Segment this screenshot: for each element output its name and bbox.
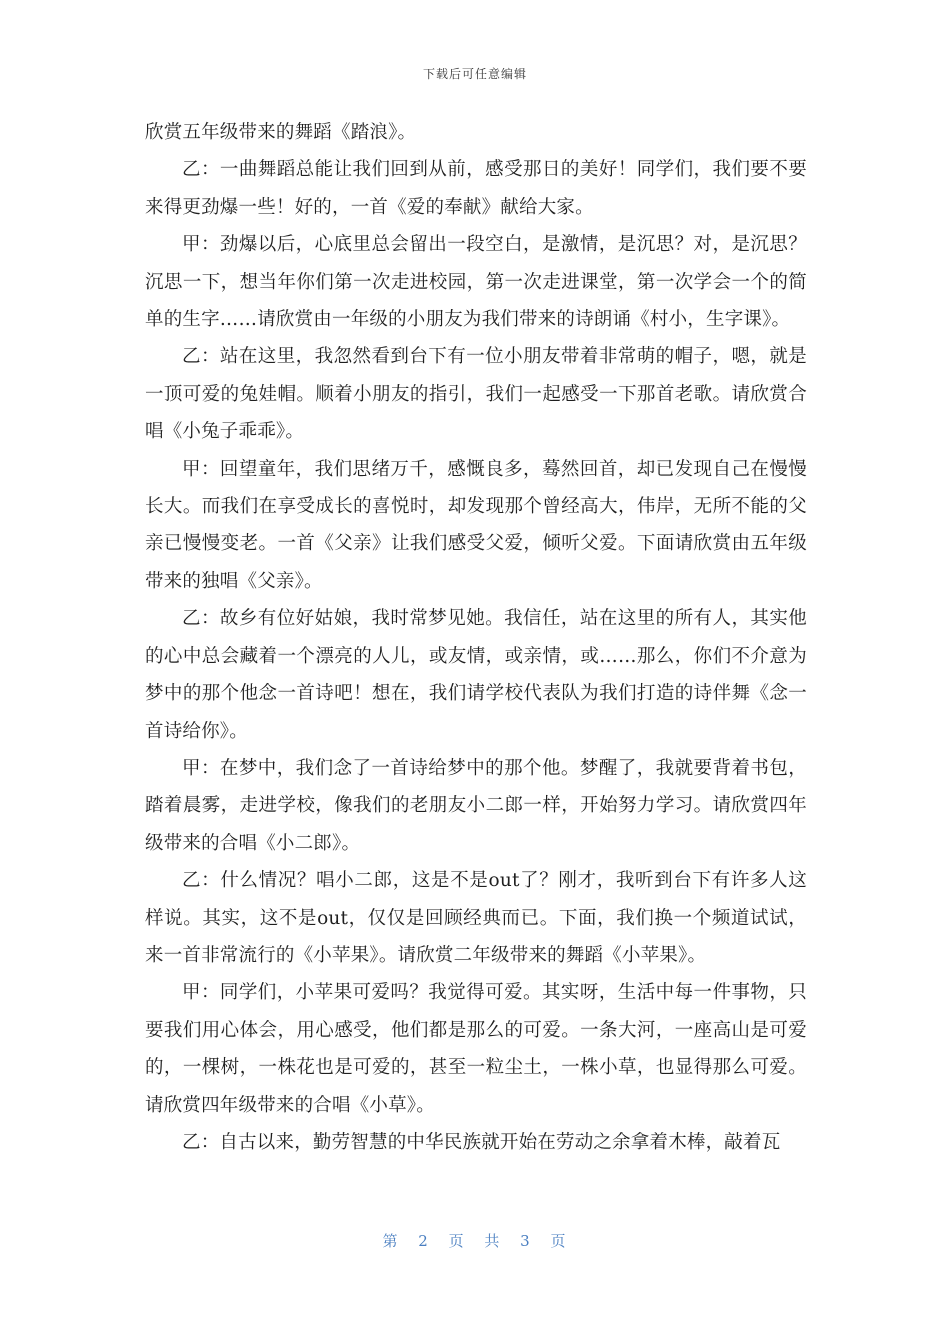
paragraph: 乙：什么情况？唱小二郎，这是不是out了？刚才，我听到台下有许多人这样说。其实，这不是out，仅仅是回顾经典而已。下面，我们换一个频道试试，来一首非常流行的《小苹果》。请欣赏二年级带来的舞蹈《小苹果》。 (145, 870, 807, 966)
paragraph: 甲：同学们，小苹果可爱吗？我觉得可爱。其实呀，生活中每一件事物，只要我们用心体会，用心感受，他们都是那么的可爱。一条大河，一座高山是可爱的，一棵树，一株花也是可爱的，甚至一粒尘土，一株小草，也显得那么可爱。请欣赏四年级带来的合唱《小草》。 (145, 982, 807, 1116)
paragraph: 乙：站在这里，我忽然看到台下有一位小朋友带着非常萌的帽子，嗯，就是一顶可爱的兔娃帽。顺着小朋友的指引，我们一起感受一下那首老歌。请欣赏合唱《小兔子乖乖》。 (145, 346, 807, 443)
paragraph: 欣赏五年级带来的舞蹈《踏浪》。 (145, 122, 417, 143)
paragraph: 甲：回望童年，我们思绪万千，感慨良多，蓦然回首，却已发现自己在慢慢长大。而我们在享受成长的喜悦时，却发现那个曾经高大，伟岸，无所不能的父亲已慢慢变老。一首《父亲》让我们感受父爱，倾听父爱。下面请欣赏由五年级带来的独唱《父亲》。 (145, 458, 807, 592)
paragraph: 甲：劲爆以后，心底里总会留出一段空白，是激情，是沉思？对，是沉思？沉思一下，想当年你们第一次走进校园，第一次走进课堂，第一次学会一个的简单的生字……请欣赏由一年级的小朋友为我们带来的诗朗诵《村小，生字课》。 (145, 234, 807, 331)
page-footer: 第 2 页 共 3 页 (382, 1232, 568, 1250)
page-header: 下载后可任意编辑 (422, 67, 527, 81)
paragraph: 乙：一曲舞蹈总能让我们回到从前，感受那日的美好！同学们，我们要不要来得更劲爆一些！好的，一首《爱的奉献》献给大家。 (145, 159, 807, 218)
paragraph: 甲：在梦中，我们念了一首诗给梦中的那个他。梦醒了，我就要背着书包，踏着晨雾，走进学校，像我们的老朋友小二郎一样，开始努力学习。请欣赏四年级带来的合唱《小二郎》。 (145, 757, 807, 854)
document-body (145, 114, 807, 1161)
paragraph: 乙：自古以来，勤劳智慧的中华民族就开始在劳动之余拿着木棒，敲着瓦 (182, 1131, 781, 1153)
paragraph: 乙：故乡有位好姑娘，我时常梦见她。我信任，站在这里的所有人，其实他的心中总会藏着一个漂亮的人儿，或友情，或亲情，或……那么，你们不介意为梦中的那个他念一首诗吧！想在，我们请学校代表队为我们打造的诗伴舞《念一首诗给你》。 (145, 608, 807, 742)
